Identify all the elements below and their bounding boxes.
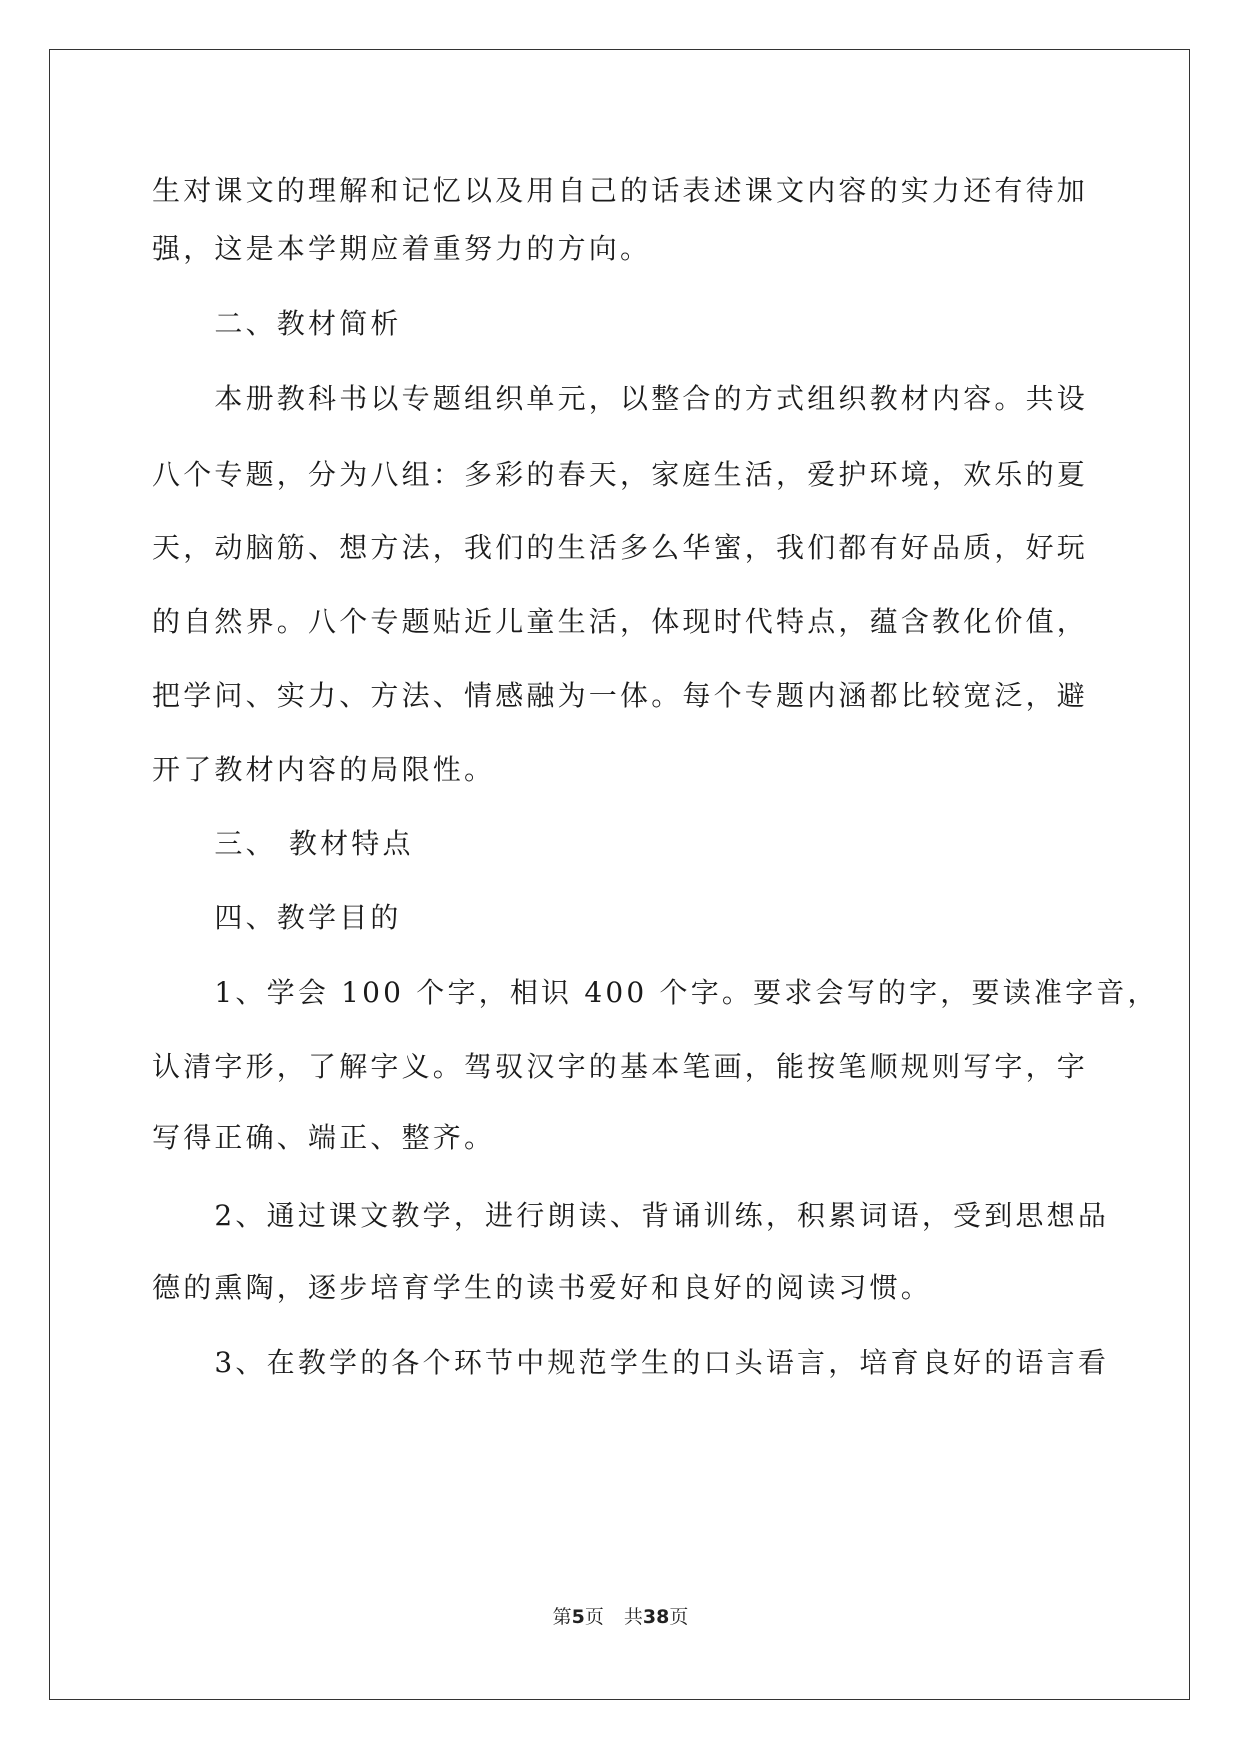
footer-page-suffix: 页 <box>584 1606 604 1628</box>
body-line-13: 认清字形，了解字义。驾驭汉字的基本笔画，能按笔顺规则写字，字 <box>152 1050 1089 1083</box>
body-line-15: 2、通过课文教学，进行朗读、背诵训练，积累词语，受到思想品 <box>152 1199 1110 1232</box>
body-line-7: 的自然界。八个专题贴近儿童生活，体现时代特点，蕴含教化价值， <box>152 605 1089 638</box>
body-line-5: 八个专题，分为八组：多彩的春天，家庭生活，爱护环境，欢乐的夏 <box>152 458 1089 491</box>
body-line-9: 开了教材内容的局限性。 <box>152 753 496 786</box>
body-line-1: 生对课文的理解和记忆以及用自己的话表述课文内容的实力还有待加 <box>152 174 1089 207</box>
section-heading-textbook-analysis: 二、教材简析 <box>152 307 402 340</box>
page-border <box>49 49 1190 1700</box>
body-line-12: 1、学会 100 个字，相识 400 个字。要求会写的字，要读准字音， <box>152 976 1159 1009</box>
page-footer <box>0 1605 1241 1629</box>
body-line-4: 本册教科书以专题组织单元，以整合的方式组织教材内容。共设 <box>152 382 1089 415</box>
body-line-16: 德的熏陶，逐步培育学生的读书爱好和良好的阅读习惯。 <box>152 1271 933 1304</box>
body-line-8: 把学问、实力、方法、情感融为一体。每个专题内涵都比较宽泛，避 <box>152 679 1089 712</box>
footer-total-prefix: 共 <box>623 1606 643 1628</box>
body-line-6: 天，动脑筋、想方法，我们的生活多么华蜜，我们都有好品质，好玩 <box>152 531 1089 564</box>
section-heading-textbook-features: 三、 教材特点 <box>152 827 414 860</box>
section-heading-teaching-goals: 四、教学目的 <box>152 901 402 934</box>
body-line-17: 3、在教学的各个环节中规范学生的口头语言，培育良好的语言看 <box>152 1346 1110 1379</box>
body-line-14: 写得正确、端正、整齐。 <box>152 1121 496 1154</box>
footer-total-pages: 38 <box>642 1606 670 1628</box>
footer-total-suffix: 页 <box>669 1606 689 1628</box>
footer-prefix: 第 <box>552 1606 572 1628</box>
footer-page-number: 5 <box>571 1606 585 1628</box>
body-line-2: 强，这是本学期应着重努力的方向。 <box>152 232 652 265</box>
